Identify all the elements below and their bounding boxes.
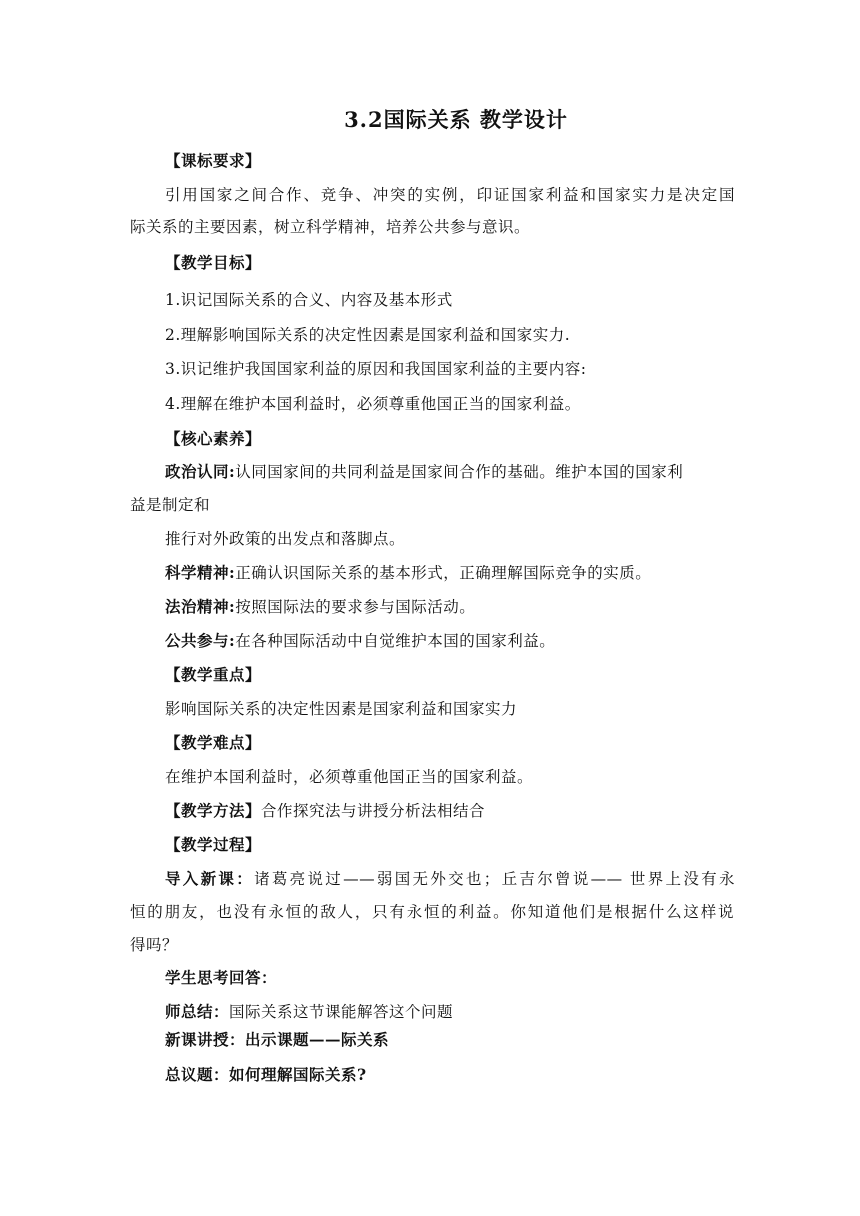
objectives-heading: 【教学目标】 — [165, 253, 262, 272]
curriculum-heading: 【课标要求】 — [165, 151, 262, 170]
teacher-summary-label: 师总结： — [165, 1002, 230, 1021]
curriculum-line-2: 际关系的主要因素，树立科学精神，培养公共参与意识。 — [130, 218, 531, 236]
main-topic-line: 总议题：如何理解国际关系? — [165, 1065, 367, 1084]
intro-label: 导入新课： — [165, 869, 255, 888]
intro-line-3: 得吗？ — [130, 936, 179, 954]
curriculum-line-1: 引用国家之间合作、竞争、冲突的实例，印证国家利益和国家实力是决定国 — [165, 186, 735, 204]
teacher-summary-text: 国际关系这节课能解答这个问题 — [229, 1003, 454, 1021]
process-heading: 【教学过程】 — [165, 835, 262, 854]
objective-item-1: 1.识记国际关系的合义、内容及基本形式 — [165, 291, 453, 309]
objective-item-4: 4.理解在维护本国利益时，必须尊重他国正当的国家利益。 — [165, 395, 581, 413]
key-point-text: 影响国际关系的决定性因素是国家利益和国家实力 — [165, 700, 518, 718]
political-identity-line-3: 推行对外政策的出发点和落脚点。 — [165, 530, 406, 548]
public-participation-line — [165, 630, 735, 652]
difficulty-heading: 【教学难点】 — [165, 733, 262, 752]
method-text: 合作探究法与讲授分析法相结合 — [261, 802, 486, 820]
rule-of-law-label: 法治精神: — [165, 597, 236, 616]
political-identity-label: 政治认同: — [165, 462, 236, 481]
new-lesson-line: 新课讲授：出示课题——际关系 — [165, 1030, 390, 1049]
public-participation-text: 在各种国际活动中自觉维护本国的国家利益。 — [235, 632, 556, 650]
political-identity-text: 认同国家间的共同利益是国家间合作的基础。维护本国的国家利 — [235, 463, 684, 481]
objective-item-3: 3.识记维护我国国家利益的原因和我国国家利益的主要内容: — [165, 360, 587, 378]
method-heading: 【教学方法】 — [165, 801, 262, 820]
intro-line-2: 恒的朋友，也没有永恒的敌人，只有永恒的利益。你知道他们是根据什么这样说 — [130, 903, 734, 921]
science-spirit-line — [165, 562, 735, 584]
intro-line-1 — [165, 868, 735, 890]
teacher-summary-line — [165, 1001, 735, 1023]
rule-of-law-line — [165, 596, 735, 618]
intro-text-1: 诸葛亮说过——弱国无外交也；丘吉尔曾说—— 世界上没有永 — [254, 870, 735, 888]
rule-of-law-text: 按照国际法的要求参与国际活动。 — [235, 598, 476, 616]
political-identity-line-2: 益是制定和 — [130, 496, 211, 514]
student-response-line: 学生思考回答： — [165, 968, 278, 987]
science-spirit-text: 正确认识国际关系的基本形式，正确理解国际竞争的实质。 — [235, 564, 652, 582]
objective-item-2: 2.理解影响国际关系的决定性因素是国家利益和国家实力. — [165, 326, 571, 344]
method-line — [165, 800, 735, 822]
public-participation-label: 公共参与: — [165, 631, 236, 650]
literacy-heading: 【核心素养】 — [165, 429, 262, 448]
political-identity-line-1 — [165, 461, 735, 483]
science-spirit-label: 科学精神: — [165, 563, 236, 582]
difficulty-text: 在维护本国利益时，必须尊重他国正当的国家利益。 — [165, 768, 534, 786]
key-point-heading: 【教学重点】 — [165, 665, 262, 684]
page-title: 3.2国际关系 教学设计 — [344, 107, 568, 132]
